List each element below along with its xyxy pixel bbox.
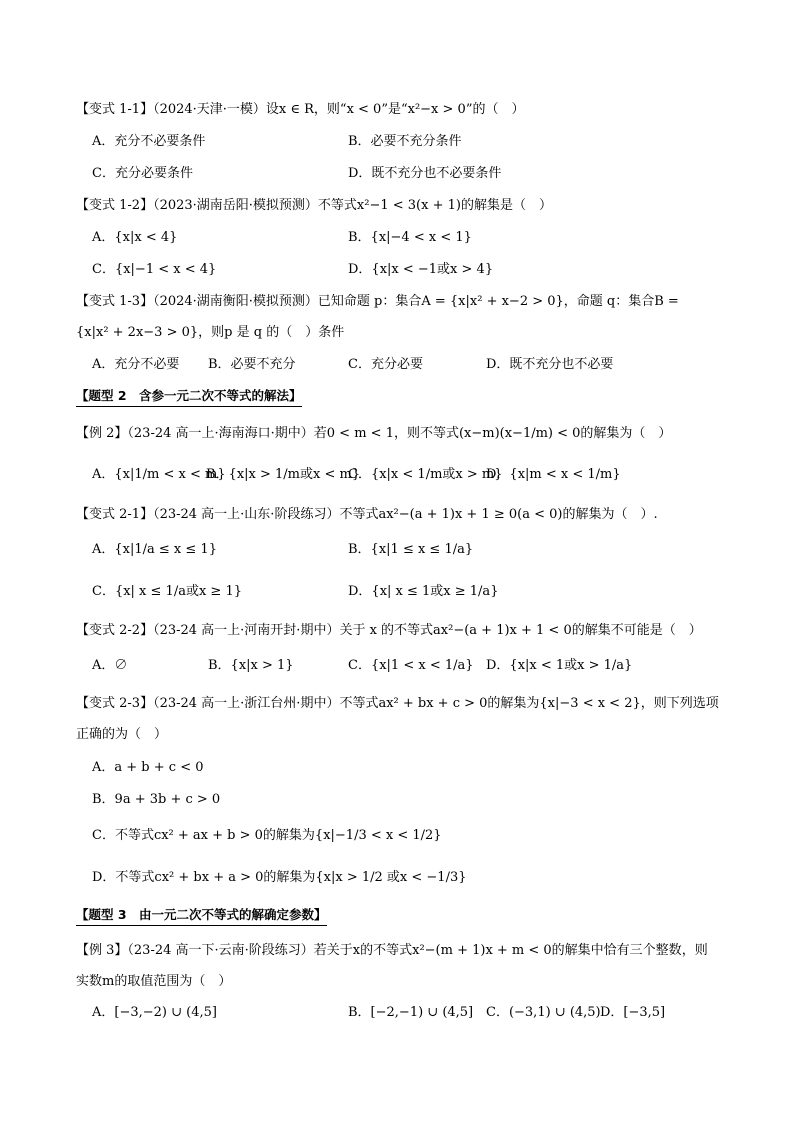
option-d: D．{x| x ≤ 1或x ≥ 1/a} xyxy=(348,584,499,599)
option-b: B．{x|1 ≤ x ≤ 1/a} xyxy=(348,542,474,557)
option-a: A．{x|1/a ≤ x ≤ 1} xyxy=(92,542,217,557)
option-b: B．必要不充分条件 xyxy=(348,134,462,149)
question-1-2: 【变式 1-2】（2023·湖南岳阳·模拟预测）不等式x²−1 < 3(x + 1)的解集是（ ） xyxy=(76,198,552,213)
option-c: C．{x| x ≤ 1/a或x ≥ 1} xyxy=(92,584,242,599)
question-2-1: 【变式 2-1】（23-24 高一上·山东·阶段练习）不等式ax²−(a + 1)x + 1 ≥ 0(a < 0)的解集为（ ）. xyxy=(76,507,658,522)
example-3-cont: 实数m的取值范围为（ ） xyxy=(76,974,232,989)
option-c: C．{x|−1 < x < 4} xyxy=(92,262,217,277)
option-d: D．{x|x < 1或x > 1/a} xyxy=(486,658,633,673)
option-b: B．9a + 3b + c > 0 xyxy=(92,792,221,807)
question-1-3: 【变式 1-3】（2024·湖南衡阳·模拟预测）已知命题 p：集合A = {x|x² + x−2 > 0}，命题 q：集合B = xyxy=(76,294,679,309)
question-1-3-cont: {x|x² + 2x−3 > 0}，则p 是 q 的（ ）条件 xyxy=(76,325,345,340)
option-a: A．[−3,−2) ∪ (4,5] xyxy=(92,1005,217,1020)
option-d: D．既不充分也不必要条件 xyxy=(348,166,502,181)
option-b: B．必要不充分 xyxy=(208,357,296,372)
option-a: A．∅ xyxy=(92,658,128,673)
question-2-3: 【变式 2-3】（23-24 高一上·浙江台州·期中）不等式ax² + bx + c > 0的解集为{x|−3 < x < 2}，则下列选项 xyxy=(76,696,719,711)
section-heading-3 xyxy=(76,906,327,926)
section-heading-2 xyxy=(76,387,302,407)
example-3: 【例 3】（23-24 高一下·云南·阶段练习）若关于x的不等式x²−(m + 1)x + m < 0的解集中恰有三个整数，则 xyxy=(76,943,708,958)
option-d: D．不等式cx² + bx + a > 0的解集为{x|x > 1/2 或x < −1/3} xyxy=(92,870,467,885)
option-d: D．{x|x < −1或x > 4} xyxy=(348,262,494,277)
option-a: A．{x|1/m < x < m} xyxy=(92,467,226,482)
option-b: B．[−2,−1) ∪ (4,5] xyxy=(348,1005,474,1020)
question-2-2: 【变式 2-2】（23-24 高一上·河南开封·期中）关于 x 的不等式ax²−(a + 1)x + 1 < 0的解集不可能是（ ） xyxy=(76,623,702,638)
question-2-3-cont: 正确的为（ ） xyxy=(76,727,168,742)
option-c: C．{x|1 < x < 1/a} xyxy=(348,658,474,673)
question-1-1: 【变式 1-1】（2024·天津·一模）设x ∈ R，则“x < 0”是“x²−x > 0”的（ ） xyxy=(76,102,525,117)
example-2: 【例 2】（23-24 高一上·海南海口·期中）若0 < m < 1，则不等式(x−m)(x−1/m) < 0的解集为（ ） xyxy=(76,426,672,441)
option-b: B．{x|x > 1} xyxy=(208,658,294,673)
section-heading-label: 【题型 3 由一元二次不等式的解确定参数】 xyxy=(76,906,327,926)
option-b: B．{x|x > 1/m或x < m} xyxy=(206,467,361,482)
option-c: C．充分必要条件 xyxy=(92,166,193,181)
option-a: A．a + b + c < 0 xyxy=(92,760,204,775)
option-d: D．{x|m < x < 1/m} xyxy=(486,467,621,482)
option-c: C．不等式cx² + ax + b > 0的解集为{x|−1/3 < x < 1/2} xyxy=(92,828,442,843)
option-a: A．充分不必要 xyxy=(92,357,180,372)
option-a: A．充分不必要条件 xyxy=(92,134,206,149)
option-b: B．{x|−4 < x < 1} xyxy=(348,230,472,245)
section-heading-label: 【题型 2 含参一元二次不等式的解法】 xyxy=(76,387,302,407)
option-c: C．{x|x < 1/m或x > m} xyxy=(348,467,503,482)
option-c: C．充分必要 xyxy=(348,357,423,372)
option-a: A．{x|x < 4} xyxy=(92,230,178,245)
option-d: D．既不充分也不必要 xyxy=(486,357,614,372)
option-c: C．(−3,1) ∪ (4,5) xyxy=(486,1005,601,1020)
option-d: D．[−3,5] xyxy=(600,1005,666,1020)
